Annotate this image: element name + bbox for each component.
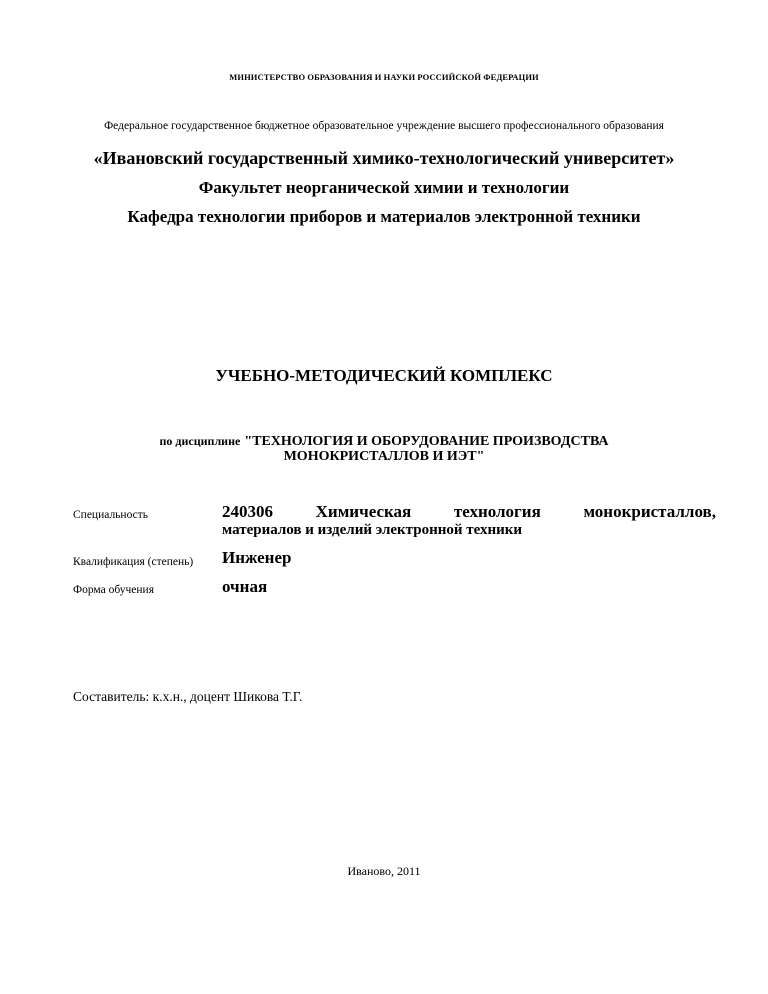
qualification-value: Инженер	[222, 548, 292, 567]
city-year: Иваново, 2011	[347, 864, 421, 878]
specialty-code: 240306	[222, 502, 273, 521]
ministry-name: МИНИСТЕРСТВО ОБРАЗОВАНИЯ И НАУКИ РОССИЙСКОЙ ФЕДЕРАЦИИ	[229, 72, 539, 82]
institution-type: Федеральное государственное бюджетное образовательное учреждение высшего профессионального образования	[104, 120, 664, 132]
study-form-value: очная	[222, 577, 268, 596]
discipline-heading	[0, 432, 768, 450]
discipline-prefix: по дисциплине	[159, 434, 241, 448]
qualification-label: Квалификация (степень)	[73, 556, 194, 568]
discipline-title-line2: МОНОКРИСТАЛЛОВ И ИЭТ"	[283, 449, 485, 464]
faculty-name: Факультет неорганической химии и технологии	[198, 178, 570, 197]
study-form-label: Форма обучения	[73, 584, 154, 596]
specialty-word: технология	[453, 502, 541, 521]
document-type-title: УЧЕБНО-МЕТОДИЧЕСКИЙ КОМПЛЕКС	[215, 366, 553, 385]
discipline-title-line1: "ТЕХНОЛОГИЯ И ОБОРУДОВАНИЕ ПРОИЗВОДСТВА	[244, 434, 609, 449]
department-name: Кафедра технологии приборов и материалов электронной техники	[127, 207, 641, 226]
university-name: «Ивановский государственный химико-технологический университет»	[93, 148, 675, 168]
specialty-value-line2: материалов и изделий электронной техники	[222, 522, 523, 538]
author-line: Составитель: к.х.н., доцент Шикова Т.Г.	[73, 689, 303, 704]
specialty-word: монокристаллов,	[583, 502, 716, 521]
specialty-label: Специальность	[73, 509, 148, 521]
specialty-value-line1	[222, 502, 716, 522]
specialty-word: Химическая	[315, 502, 412, 521]
